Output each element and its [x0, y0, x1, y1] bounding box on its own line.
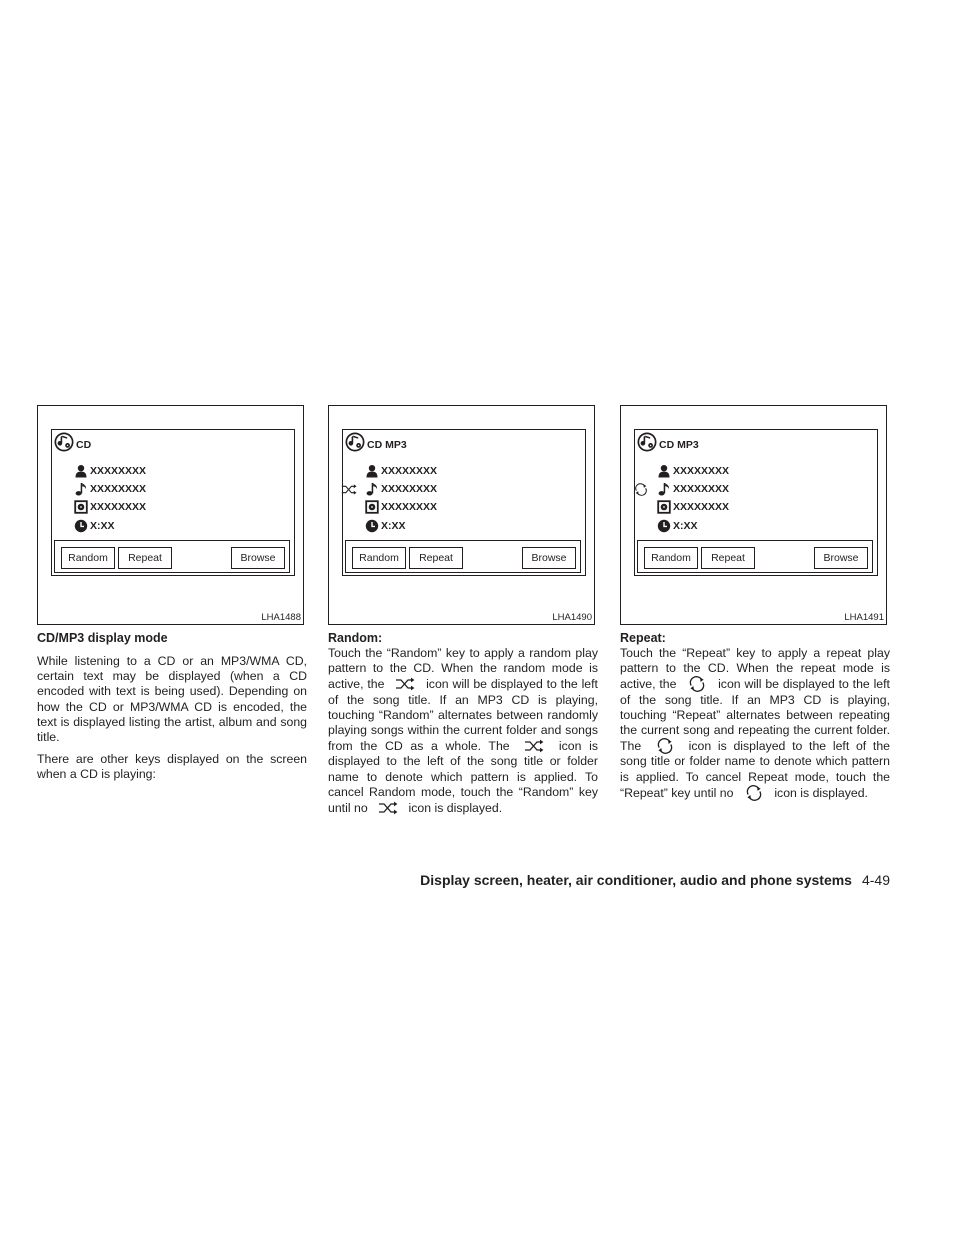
- browse-button[interactable]: Browse: [522, 547, 576, 569]
- paragraph: While listening to a CD or an MP3/WMA CD, certain text may be displayed (when a CD encoded with text is being used). Depending on how the CD or MP3/WMA CD is encoded, the text is displayed listing the artist, album and song title.: [37, 654, 307, 745]
- source-label: CD: [76, 439, 92, 451]
- display-mode-section: [37, 630, 307, 790]
- random-icon: [371, 800, 405, 816]
- song-text: XXXXXXXX: [90, 483, 147, 495]
- page-number: 4-49: [861, 872, 890, 888]
- repeat-button[interactable]: Repeat: [118, 547, 172, 569]
- artist-text: XXXXXXXX: [90, 465, 147, 477]
- source-label: CD MP3: [659, 439, 699, 451]
- music-note-icon: [657, 482, 671, 496]
- clock-icon: [365, 519, 379, 533]
- section-heading: Repeat:: [620, 631, 666, 645]
- song-text: XXXXXXXX: [673, 483, 730, 495]
- disc-icon: [636, 431, 658, 453]
- audio-screen: [51, 429, 295, 576]
- repeat-section: [620, 630, 890, 808]
- album-icon: [365, 500, 379, 514]
- text-run: icon will be displayed to the left of the song title. If an MP3 CD is playing, touching “Repeat” alternates between repeating the current song and repeating the current folder. The: [620, 677, 890, 754]
- person-icon: [74, 464, 88, 478]
- music-note-icon: [74, 482, 88, 496]
- time-text: X:XX: [381, 520, 406, 532]
- artist-text: XXXXXXXX: [673, 465, 730, 477]
- random-button[interactable]: Random: [352, 547, 406, 569]
- time-text: X:XX: [90, 520, 115, 532]
- repeat-button[interactable]: Repeat: [701, 547, 755, 569]
- random-icon: [341, 483, 357, 496]
- key-bar: [54, 540, 290, 573]
- browse-button[interactable]: Browse: [231, 547, 285, 569]
- text-run: Touch the “Random” key to apply a random play pattern to the CD. When the random mode is active, the: [328, 646, 598, 692]
- section-heading: Random:: [328, 631, 383, 645]
- text-run: icon will be displayed to the left of the song title. If an MP3 CD is playing, touching “Random” alternates between randomly playing songs within the current folder and songs from the CD as a whole. The: [328, 677, 598, 754]
- album-text: XXXXXXXX: [90, 501, 147, 513]
- source-label: CD MP3: [367, 439, 407, 451]
- random-icon: [388, 676, 422, 692]
- album-text: XXXXXXXX: [673, 501, 730, 513]
- figure-cd-display: [37, 405, 304, 625]
- figure-code: LHA1490: [552, 612, 592, 623]
- random-icon: [517, 738, 551, 754]
- figure-code: LHA1488: [261, 612, 301, 623]
- repeat-icon: [680, 676, 714, 692]
- figure-repeat-display: [620, 405, 887, 625]
- album-icon: [657, 500, 671, 514]
- time-text: X:XX: [673, 520, 698, 532]
- audio-screen: [342, 429, 586, 576]
- person-icon: [657, 464, 671, 478]
- key-bar: [345, 540, 581, 573]
- random-section: [328, 630, 598, 823]
- song-text: XXXXXXXX: [381, 483, 438, 495]
- random-button[interactable]: Random: [644, 547, 698, 569]
- album-icon: [74, 500, 88, 514]
- clock-icon: [74, 519, 88, 533]
- repeat-icon: [648, 738, 682, 754]
- text-run: Touch the “Repeat” key to apply a repeat play pattern to the CD. When the repeat mode is active, the: [620, 646, 890, 692]
- disc-icon: [344, 431, 366, 453]
- paragraph: There are other keys displayed on the screen when a CD is playing:: [37, 752, 307, 782]
- text-run: icon is displayed to the left of the song title or folder name to denote which pattern is applied. To cancel Repeat mode, touch the “Repeat” key until no: [620, 739, 890, 800]
- browse-button[interactable]: Browse: [814, 547, 868, 569]
- person-icon: [365, 464, 379, 478]
- disc-icon: [53, 431, 75, 453]
- section-heading: CD/MP3 display mode: [37, 631, 168, 645]
- music-note-icon: [365, 482, 379, 496]
- paragraph: [620, 646, 890, 801]
- clock-icon: [657, 519, 671, 533]
- repeat-button[interactable]: Repeat: [409, 547, 463, 569]
- repeat-icon: [633, 483, 649, 496]
- key-bar: [637, 540, 873, 573]
- album-text: XXXXXXXX: [381, 501, 438, 513]
- figure-code: LHA1491: [844, 612, 884, 623]
- random-button[interactable]: Random: [61, 547, 115, 569]
- footer-title: Display screen, heater, air conditioner, audio and phone systems: [420, 872, 852, 888]
- artist-text: XXXXXXXX: [381, 465, 438, 477]
- text-run: icon is displayed.: [408, 801, 503, 816]
- audio-screen: [634, 429, 878, 576]
- paragraph: [328, 646, 598, 816]
- page-footer: [420, 872, 890, 888]
- text-run: icon is displayed.: [774, 785, 868, 800]
- repeat-icon: [737, 785, 771, 801]
- figure-random-display: [328, 405, 595, 625]
- text-run: icon is displayed to the left of the song title or folder name to denote which pattern is applied. To cancel Random mode, touch the “Random” key until no: [328, 739, 598, 816]
